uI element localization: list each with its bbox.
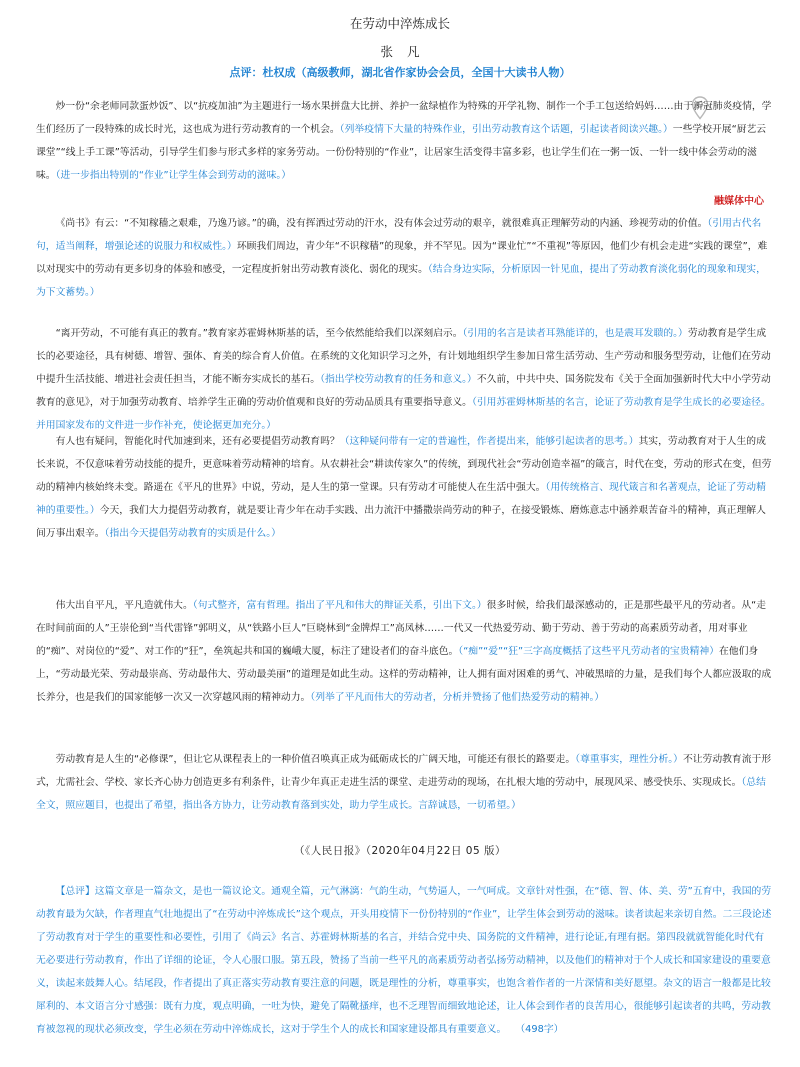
commentary: （引用的名言是读者耳熟能详的，也是震耳发聩的。） [462, 328, 688, 339]
summary-paragraph [36, 880, 772, 1041]
paragraph-text: 伟大出自平凡，平凡造就伟大。 [55, 600, 193, 611]
commentary: （总结全文，照应题目，也提出了希望，指出各方协力，让劳动教育落到实处，助力学生成长。言辞诚恳，一切希望。） [36, 777, 766, 811]
commentary: （句式整齐，富有哲理。指出了平凡和伟大的辩证关系，引出下文。） [192, 600, 487, 611]
reviewer-line: 点评：杜权成（高级教师，湖北省作家协会会员，全国十大读书人物） [229, 66, 571, 79]
article-title: 在劳动中淬炼成长 [349, 16, 450, 31]
commentary: （结合身边实际，分析原因一针见血，提出了劳动教育淡化弱化的现象和现实，为下文蓄势。） [36, 264, 766, 298]
summary-text: 【总评】这篇文章是一篇杂文，是也一篇议论文。通观全篇，元气淋漓：气韵生动，气势逼人，一气呵成。文章针对性强，在“德、智、体、美、劳”五育中，我国的劳动教育最为欠缺，作者理直气壮地提出了“在劳动中淬炼成长”这个观点，开头用疫情下一份份特别的“作业”，让学生体会到劳动的滋味。读者读起来亲切自然。二三段论述了劳动教育对于学生的重要性和必要性，引用了《尚云》名言、苏霍姆林斯基的名言，并结合党中央、国务院的文件精神，进行论证,有理有据。第四段就就智能化时代有无必要进行劳动教育，作出了详细的论证，令人心服口服。第五段，赞扬了当前一些平凡的高素质劳动者弘扬劳动精神，以及他们的精神对于个人成长和国家建设的重要意义，读起来鼓舞人心。结尾段，作者提出了真正落实劳动教育要注意的问题，既是理性的分析，尊重事实，也饱含着作者的一片深情和美好愿望。杂文的语言一般都是比较犀利的、本文语言分寸感强：既有力度，观点明确，一吐为快，避免了隔靴搔痒，也不乏理智而细致地论述，让人体会到作者的良苦用心，很能够引起读者的共鸣，劳动教育被忽视的现状必须改变，学生必须在劳动中淬炼成长，这对于学生个人的成长和国家建设都具有重要意义。 [36, 886, 772, 1035]
media-center-stamp: 融媒体中心 [714, 196, 764, 207]
paragraph-4 [36, 430, 772, 545]
commentary: （用传统格言、现代箴言和名著观点，论证了劳动精神的重要性。） [36, 482, 766, 516]
paragraph-text: 炒一份“余老师同款蛋炒饭”、以“抗疫加油”为主题进行一场水果拼盘大比拼、养护一盆绿植作为特殊的开学礼物、制作一个手工包送给妈妈……由于新冠肺炎疫情，学生们经历了一段特殊的成长时光，这也成为进行劳动教育的一个机会。 [36, 101, 772, 135]
paragraph-text: 很多时候，给我们最深感动的，正是那些最平凡的劳动者。从“走在时间前面的人”王崇伦到“当代雷锋”郭明义，从“铁路小巨人”巨晓林到“金牌焊工”高凤林……一代又一代热爱劳动、勤于劳动、善于劳动的高素质劳动者，用对事业的“痴”、对岗位的“爱”、对工作的“狂”，垒筑起共和国的巍峨大厦，标注了建设者们的奋斗底色。 [36, 600, 767, 657]
commentary: （指出今天提倡劳动教育的实质是什么。） [104, 528, 281, 539]
commentary: （引用苏霍姆林斯基的名言，论证了劳动教育是学生成长的必要途径。并用国家发布的文件进一步作补充，使论据更加充分。） [36, 397, 771, 431]
commentary: （指出学校劳动教育的任务和意义。） [320, 374, 477, 385]
paragraph-text: “离开劳动，不可能有真正的教育。”教育家苏霍姆林斯基的话，至今依然能给我们以深刻启示。 [55, 328, 463, 339]
paragraph-text: 劳动教育是人生的“必修课”，但让它从课程表上的一种价值召唤真正成为砥砺成长的广阔天地，可能还有很长的路要走。 [55, 754, 576, 765]
commentary: （进一步指出特别的“作业”让学生体会到劳动的滋味。） [55, 170, 292, 181]
word-count: （498字） [520, 1024, 564, 1035]
paragraph-2 [36, 212, 772, 304]
paragraph-6 [36, 748, 772, 817]
paragraph-text: 一些学校开展“厨艺云课堂”“线上手工课”等活动，引导学生们参与形式多样的家务劳动。一份份特别的“作业”，让居家生活变得丰富多彩，也让学生们在一粥一饭、一针一线中体会劳动的滋味。 [36, 124, 767, 181]
source-citation: （《人民日报》（2020年04月22日 05 版） [294, 845, 506, 857]
paragraph-text: 不让劳动教育流于形式，尤需社会、学校、家长齐心协力创造更多有利条件，让青少年真正走进生活的课堂、走进劳动的现场，在扎根大地的劳动中，展现风采、感受快乐、实现成长。 [36, 754, 772, 788]
commentary: （“痴”“爱”“狂”三字高度概括了这些平凡劳动者的宝贵精神） [458, 646, 720, 657]
paragraph-text: 在他们身上，“劳动最光荣、劳动最崇高、劳动最伟大、劳动最美丽”的道理是如此生动。这样的劳动精神，让人拥有面对困难的勇气、冲破黑暗的力量，是我们每个人都应汲取的成长养分，也是我们的国家能够一次又一次穿越风雨的精神动力。 [36, 646, 772, 703]
paragraph-text: 今天，我们大力提倡劳动教育，就是要让青少年在动手实践、出力流汗中播撒崇尚劳动的种子，在接受锻炼、磨炼意志中涵养艰苦奋斗的精神，真正理解人间万事出艰辛。 [36, 505, 766, 539]
paragraph-text: 不久前，中共中央、国务院发布《关于全面加强新时代大中小学劳动教育的意见》，对于加强劳动教育、培养学生正确的劳动价值观和良好的劳动品质具有重要指导意义。 [36, 374, 771, 408]
paragraph-5 [36, 594, 772, 709]
commentary: （尊重事实，理性分析。） [575, 754, 683, 765]
paragraph-text: 其实，劳动教育对于人生的成长来说，不仅意味着劳动技能的提升，更意味着劳动精神的培育。从农耕社会“耕读传家久”的传统，到现代社会“劳动创造幸福”的箴言，时代在变，劳动的形式在变，但劳动的精神内核始终未变。路遥在《平凡的世界》中说，劳动，是人生的第一堂课。只有劳动才可能使人在生活中强大。 [36, 436, 772, 493]
commentary: （列举了平凡而伟大的劳动者，分析并赞扬了他们热爱劳动的精神。） [310, 692, 605, 703]
paragraph-3 [36, 322, 772, 437]
paragraph-text: 《尚书》有云：“不知稼穑之艰难，乃逸乃谚。”的确，没有挥洒过劳动的汗水，没有体会过劳动的艰辛，就很难真正理解劳动的内涵、珍视劳动的价值。 [55, 218, 708, 229]
commentary: （引用古代名句，适当阐释，增强论述的说服力和权威性。） [36, 218, 762, 252]
paragraph-text: 劳动教育是学生成长的必要途径，具有树德、增智、强体、育美的综合育人价值。在系统的文化知识学习之外，有计划地组织学生参加日常生活劳动、生产劳动和服务型劳动，让他们在劳动中提升生活技能、增进社会责任担当，才能不断夯实成长的基石。 [36, 328, 771, 385]
paragraph-1 [36, 95, 772, 187]
article-author: 张凡 [380, 44, 434, 59]
commentary: （这种疑问带有一定的普遍性，作者提出来，能够引起读者的思考。） [339, 436, 639, 447]
paragraph-text: 环顾我们周边，青少年“不识稼穑”的现象，并不罕见。因为“课业忙”“不重视”等原因，他们少有机会走进“实践的课堂”，难以对现实中的劳动有更多切身的体验和感受，一定程度折射出劳动教育淡化、弱化的现实。 [36, 241, 768, 275]
commentary: （列举疫情下大量的特殊作业，引出劳动教育这个话题，引起读者阅读兴趣。） [339, 124, 673, 135]
paragraph-text: 有人也有疑问，智能化时代加速到来，还有必要提倡劳动教育吗？ [55, 436, 340, 447]
